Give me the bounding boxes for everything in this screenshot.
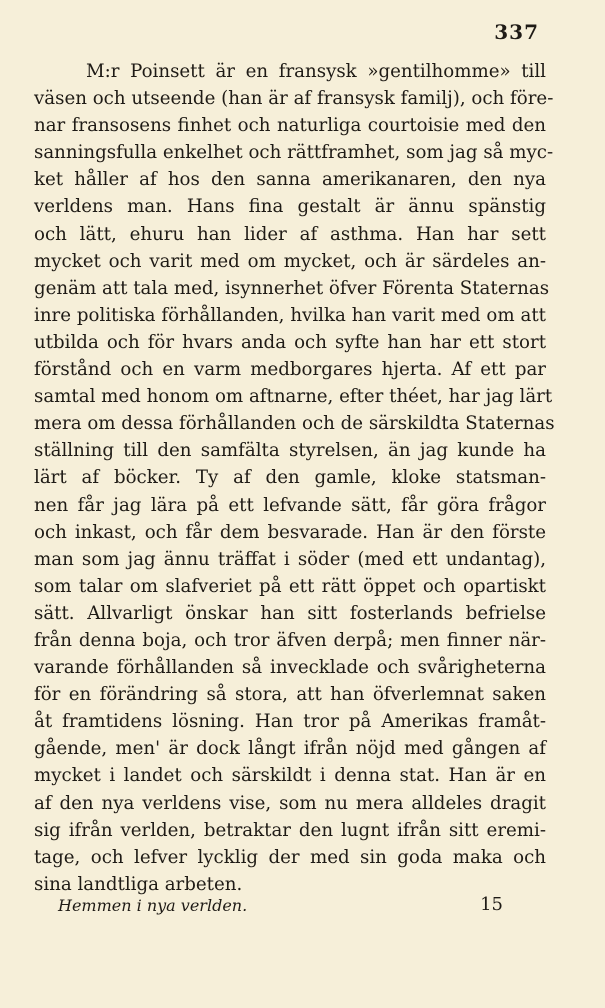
text-line: ket håller af hos den sanna amerikanaren, den nya — [34, 169, 546, 191]
text-line: för en förändring så stora, att han öfverlemnat saken — [34, 684, 546, 706]
text-line: förstånd och en varm medborgares hjerta. Af ett par — [34, 359, 546, 381]
text-line: mycket i landet och särskildt i denna stat. Han är en — [34, 765, 546, 787]
page-footer — [58, 896, 503, 915]
text-line: varande förhållanden så invecklade och svårigheterna — [34, 657, 546, 679]
text-line: M:r Poinsett är en fransysk »gentilhomme» till — [86, 61, 546, 82]
text-line: nar fransosens finhet och naturliga courtoisie med den — [34, 115, 546, 137]
text-line: mera om dessa förhållanden och de särskildta Staternas — [34, 413, 555, 435]
text-line: samtal med honom om aftnarne, efter théet, har jag lärt — [34, 386, 553, 408]
text-line: af den nya verldens vise, som nu mera alldeles dragit — [34, 792, 546, 814]
text-line: väsen och utseende (han är af fransysk familj), och före- — [34, 88, 554, 110]
text-line: gående, men' är dock långt ifrån nöjd med gången af — [34, 738, 546, 760]
text-line: mycket och varit med om mycket, och är särdeles an- — [34, 250, 546, 272]
text-line: sätt. Allvarligt önskar han sitt fosterlands befrielse — [34, 602, 546, 624]
text-line: åt framtidens lösning. Han tror på Amerikas framåt- — [34, 711, 546, 733]
text-line: inre politiska förhållanden, hvilka han varit med om att — [34, 304, 546, 326]
text-line: som talar om slafveriet på ett rätt öppet och opartiskt — [34, 575, 546, 597]
book-title: Hemmen i nya verlden. — [58, 896, 248, 915]
text-line: och inkast, och får dem besvarade. Han är den förste — [34, 521, 546, 543]
page-number: 337 — [494, 20, 539, 44]
text-line: utbilda och för hvars anda och syfte han har ett stort — [34, 331, 546, 353]
text-line: ställning till den samfälta styrelsen, än jag kunde ha — [34, 440, 546, 462]
text-line: nen får jag lära på ett lefvande sätt, får göra frågor — [34, 494, 546, 516]
text-line: genäm att tala med, isynnerhet öfver Förenta Staternas — [34, 277, 550, 299]
text-line: sanningsfulla enkelhet och rättframhet, som jag så myc- — [34, 142, 554, 164]
text-line: tage, och lefver lycklig der med sin goda maka och — [34, 846, 546, 868]
signature-mark: 15 — [480, 894, 503, 915]
body-text — [34, 58, 555, 898]
text-line: sig ifrån verlden, betraktar den lugnt ifrån sitt eremi- — [34, 819, 546, 841]
text-line: sina landtliga arbeten. — [34, 873, 243, 895]
text-line: från denna boja, och tror äfven derpå; men finner när- — [34, 629, 546, 651]
text-line: lärt af böcker. Ty af den gamle, kloke statsman- — [34, 467, 546, 489]
text-line: verldens man. Hans fina gestalt är ännu spänstig — [34, 196, 546, 218]
text-line: och lätt, ehuru han lider af asthma. Han har sett — [34, 223, 546, 245]
text-line: man som jag ännu träffat i söder (med ett undantag), — [34, 548, 546, 570]
